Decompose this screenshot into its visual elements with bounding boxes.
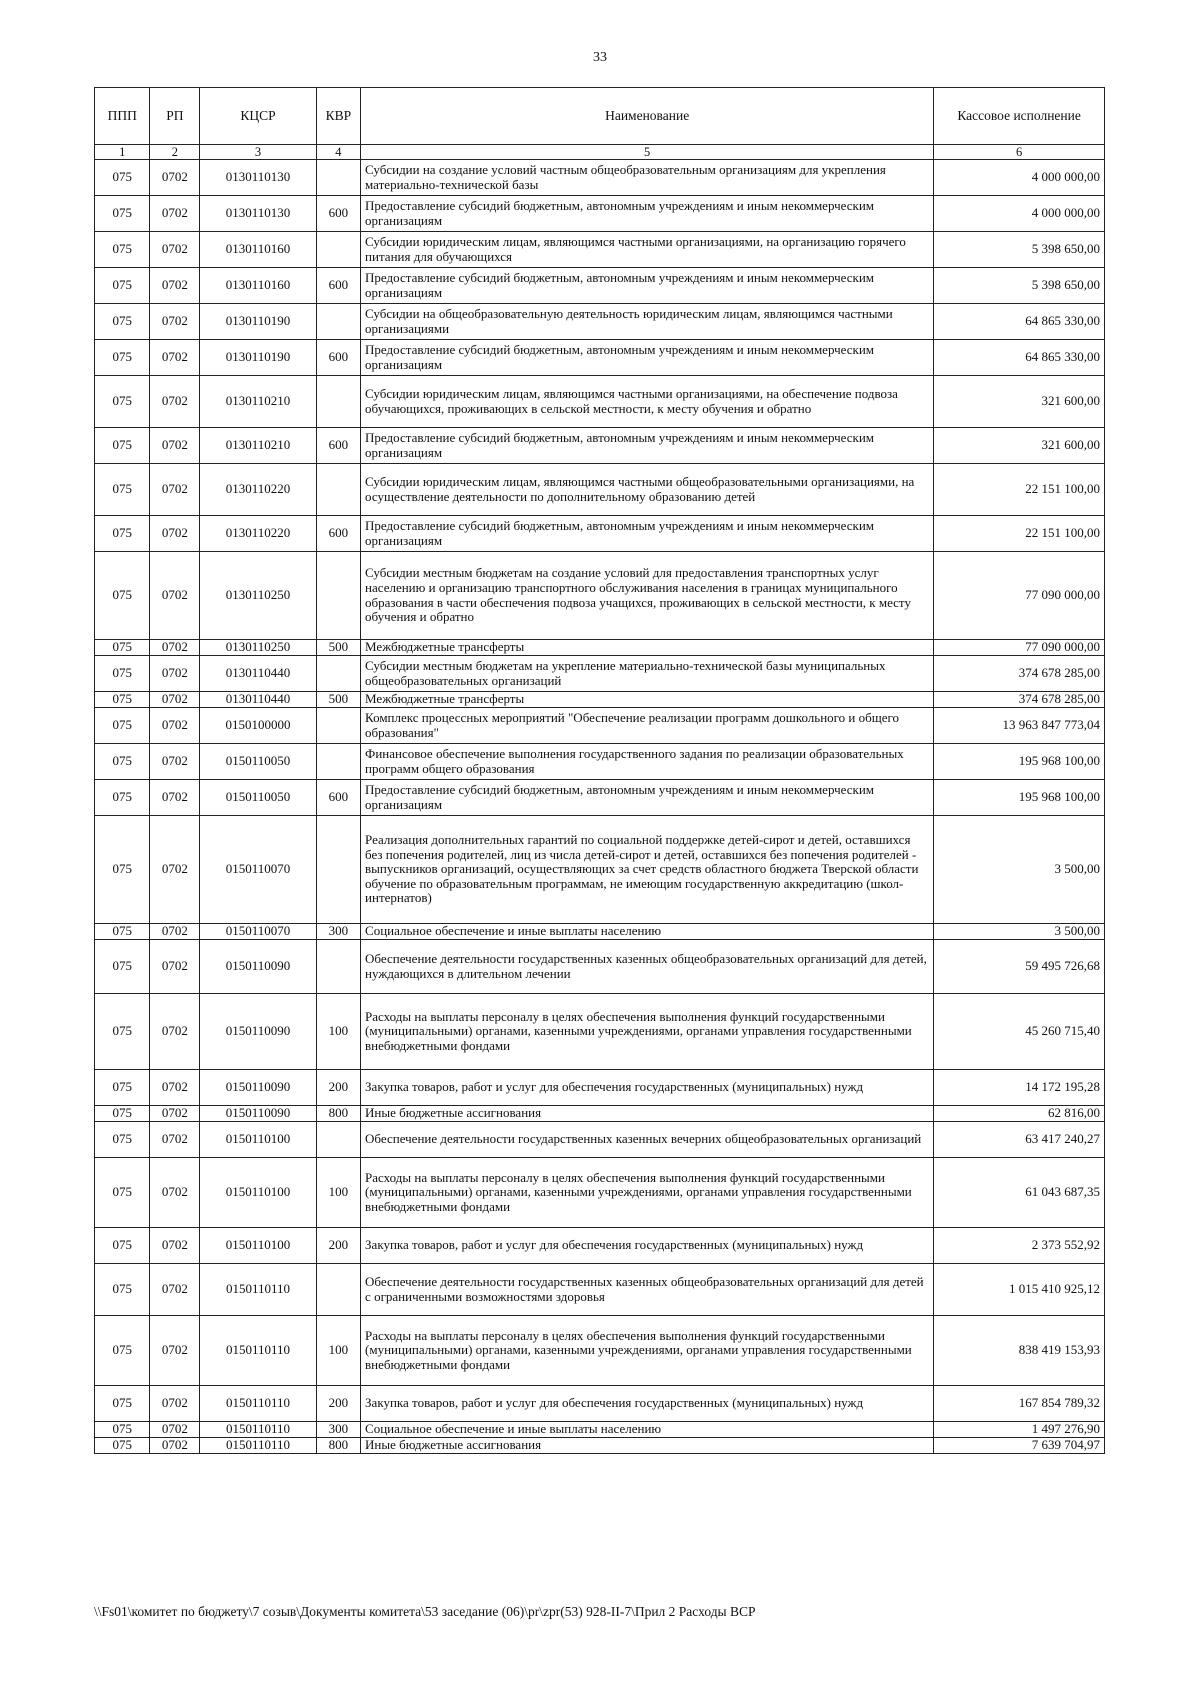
- cell-kcsr: 0150110070: [200, 924, 316, 940]
- cell-name: Предоставление субсидий бюджетным, автономным учреждениям и иным некоммерческим организациям: [361, 780, 934, 816]
- cell-rp: 0702: [150, 516, 200, 552]
- cell-kvr: [316, 1122, 360, 1158]
- cell-rp: 0702: [150, 1106, 200, 1122]
- cell-kcsr: 0130110160: [200, 232, 316, 268]
- cell-kvr: 100: [316, 1316, 360, 1386]
- cell-ppp: 075: [95, 708, 150, 744]
- cell-ppp: 075: [95, 1422, 150, 1438]
- cell-name: Закупка товаров, работ и услуг для обеспечения государственных (муниципальных) нужд: [361, 1386, 934, 1422]
- cell-kcsr: 0150110050: [200, 780, 316, 816]
- cell-rp: 0702: [150, 1422, 200, 1438]
- cell-kcsr: 0150110090: [200, 1070, 316, 1106]
- cell-amount: 195 968 100,00: [934, 744, 1105, 780]
- cell-rp: 0702: [150, 160, 200, 196]
- cell-ppp: 075: [95, 640, 150, 656]
- table-row: [95, 516, 1105, 552]
- table-row: [95, 940, 1105, 994]
- cell-amount: 321 600,00: [934, 376, 1105, 428]
- cell-kvr: 200: [316, 1228, 360, 1264]
- cell-kvr: [316, 304, 360, 340]
- budget-table: [94, 87, 1105, 1454]
- cell-rp: 0702: [150, 268, 200, 304]
- cell-kcsr: 0150110110: [200, 1264, 316, 1316]
- cell-name: Субсидии местным бюджетам на укрепление материально-технической базы муниципальных общеобразовательных организаций: [361, 656, 934, 692]
- table-row: [95, 1228, 1105, 1264]
- cell-kcsr: 0130110130: [200, 196, 316, 232]
- cell-name: Субсидии юридическим лицам, являющимся частными общеобразовательными организациями, на осуществление деятельности по дополнительному образованию детей: [361, 464, 934, 516]
- cell-kvr: 500: [316, 692, 360, 708]
- cell-ppp: 075: [95, 304, 150, 340]
- cell-rp: 0702: [150, 196, 200, 232]
- table-row: [95, 780, 1105, 816]
- cell-kvr: [316, 744, 360, 780]
- cell-ppp: 075: [95, 1122, 150, 1158]
- cell-rp: 0702: [150, 552, 200, 640]
- column-number: 4: [316, 145, 360, 160]
- cell-rp: 0702: [150, 744, 200, 780]
- cell-kcsr: 0130110160: [200, 268, 316, 304]
- cell-amount: 1 015 410 925,12: [934, 1264, 1105, 1316]
- cell-kcsr: 0130110220: [200, 464, 316, 516]
- table-row: [95, 744, 1105, 780]
- cell-amount: 64 865 330,00: [934, 340, 1105, 376]
- cell-amount: 77 090 000,00: [934, 640, 1105, 656]
- cell-kcsr: 0150110100: [200, 1158, 316, 1228]
- header-rp: РП: [150, 88, 200, 145]
- table-row: [95, 376, 1105, 428]
- cell-kvr: 300: [316, 1422, 360, 1438]
- cell-amount: 63 417 240,27: [934, 1122, 1105, 1158]
- cell-name: Субсидии юридическим лицам, являющимся частными организациями, на организацию горячего питания для обучающихся: [361, 232, 934, 268]
- cell-ppp: 075: [95, 744, 150, 780]
- cell-ppp: 075: [95, 160, 150, 196]
- header-row: [95, 88, 1105, 145]
- cell-ppp: 075: [95, 1070, 150, 1106]
- cell-kcsr: 0130110190: [200, 304, 316, 340]
- cell-kcsr: 0150110050: [200, 744, 316, 780]
- cell-name: Субсидии местным бюджетам на создание условий для предоставления транспортных услуг населению и организацию транспортного обслуживания населения в границах муниципального образования в части обеспечения подвоза учащихся, проживающих в сельской местности, к месту обучения и обратно: [361, 552, 934, 640]
- table-row: [95, 692, 1105, 708]
- cell-rp: 0702: [150, 708, 200, 744]
- table-row: [95, 464, 1105, 516]
- cell-kvr: 200: [316, 1070, 360, 1106]
- cell-ppp: 075: [95, 1228, 150, 1264]
- cell-name: Финансовое обеспечение выполнения государственного задания по реализации образовательных программ общего образования: [361, 744, 934, 780]
- cell-name: Расходы на выплаты персоналу в целях обеспечения выполнения функций государственными (муниципальными) органами, казенными учреждениями, органами управления государственными внебюджетными фондами: [361, 994, 934, 1070]
- cell-amount: 61 043 687,35: [934, 1158, 1105, 1228]
- cell-kvr: [316, 940, 360, 994]
- table-row: [95, 552, 1105, 640]
- table-row: [95, 1122, 1105, 1158]
- cell-amount: 374 678 285,00: [934, 692, 1105, 708]
- page-number: 33: [593, 50, 607, 65]
- cell-rp: 0702: [150, 1316, 200, 1386]
- header-ppp: ППП: [95, 88, 150, 145]
- table-row: [95, 1264, 1105, 1316]
- cell-kvr: 800: [316, 1438, 360, 1454]
- cell-ppp: 075: [95, 464, 150, 516]
- cell-kvr: 600: [316, 428, 360, 464]
- header-kvr: КВР: [316, 88, 360, 145]
- cell-rp: 0702: [150, 816, 200, 924]
- cell-name: Социальное обеспечение и иные выплаты населению: [361, 924, 934, 940]
- table-row: [95, 304, 1105, 340]
- cell-rp: 0702: [150, 1264, 200, 1316]
- column-number: 1: [95, 145, 150, 160]
- cell-amount: 22 151 100,00: [934, 464, 1105, 516]
- header-kcsr: КЦСР: [200, 88, 316, 145]
- cell-name: Комплекс процессных мероприятий "Обеспечение реализации программ дошкольного и общего образования": [361, 708, 934, 744]
- cell-amount: 2 373 552,92: [934, 1228, 1105, 1264]
- cell-amount: 195 968 100,00: [934, 780, 1105, 816]
- table-row: [95, 1386, 1105, 1422]
- cell-ppp: 075: [95, 268, 150, 304]
- cell-kcsr: 0150110090: [200, 940, 316, 994]
- cell-amount: 5 398 650,00: [934, 232, 1105, 268]
- cell-ppp: 075: [95, 552, 150, 640]
- cell-name: Предоставление субсидий бюджетным, автономным учреждениям и иным некоммерческим организациям: [361, 428, 934, 464]
- table-row: [95, 1158, 1105, 1228]
- cell-kcsr: 0130110250: [200, 640, 316, 656]
- cell-name: Предоставление субсидий бюджетным, автономным учреждениям и иным некоммерческим организациям: [361, 268, 934, 304]
- cell-kcsr: 0130110210: [200, 428, 316, 464]
- cell-ppp: 075: [95, 994, 150, 1070]
- column-number: 2: [150, 145, 200, 160]
- cell-kvr: [316, 656, 360, 692]
- cell-ppp: 075: [95, 940, 150, 994]
- cell-kvr: [316, 160, 360, 196]
- cell-kvr: 300: [316, 924, 360, 940]
- cell-amount: 1 497 276,90: [934, 1422, 1105, 1438]
- cell-rp: 0702: [150, 640, 200, 656]
- cell-rp: 0702: [150, 232, 200, 268]
- table-row: [95, 340, 1105, 376]
- table-row: [95, 1316, 1105, 1386]
- cell-name: Закупка товаров, работ и услуг для обеспечения государственных (муниципальных) нужд: [361, 1228, 934, 1264]
- cell-kcsr: 0150110090: [200, 1106, 316, 1122]
- cell-kcsr: 0130110440: [200, 656, 316, 692]
- cell-kvr: [316, 816, 360, 924]
- cell-rp: 0702: [150, 994, 200, 1070]
- cell-ppp: 075: [95, 1264, 150, 1316]
- cell-amount: 7 639 704,97: [934, 1438, 1105, 1454]
- cell-rp: 0702: [150, 692, 200, 708]
- cell-rp: 0702: [150, 464, 200, 516]
- table-row: [95, 816, 1105, 924]
- table-body: [95, 160, 1105, 1454]
- cell-kcsr: 0130110130: [200, 160, 316, 196]
- cell-kvr: 800: [316, 1106, 360, 1122]
- table-row: [95, 160, 1105, 196]
- cell-ppp: 075: [95, 1316, 150, 1386]
- cell-rp: 0702: [150, 428, 200, 464]
- cell-amount: 374 678 285,00: [934, 656, 1105, 692]
- table-row: [95, 1422, 1105, 1438]
- cell-rp: 0702: [150, 1158, 200, 1228]
- cell-ppp: 075: [95, 1438, 150, 1454]
- cell-amount: 838 419 153,93: [934, 1316, 1105, 1386]
- cell-amount: 77 090 000,00: [934, 552, 1105, 640]
- cell-kvr: 600: [316, 516, 360, 552]
- cell-name: Обеспечение деятельности государственных казенных общеобразовательных организаций для детей с ограниченными возможностями здоровья: [361, 1264, 934, 1316]
- table-row: [95, 924, 1105, 940]
- cell-amount: 321 600,00: [934, 428, 1105, 464]
- cell-amount: 4 000 000,00: [934, 196, 1105, 232]
- cell-name: Иные бюджетные ассигнования: [361, 1106, 934, 1122]
- cell-amount: 5 398 650,00: [934, 268, 1105, 304]
- table-row: [95, 196, 1105, 232]
- cell-kvr: 600: [316, 780, 360, 816]
- cell-kvr: 100: [316, 994, 360, 1070]
- cell-kvr: [316, 232, 360, 268]
- cell-rp: 0702: [150, 1228, 200, 1264]
- cell-name: Обеспечение деятельности государственных казенных общеобразовательных организаций для детей, нуждающихся в длительном лечении: [361, 940, 934, 994]
- cell-rp: 0702: [150, 1438, 200, 1454]
- footer-file-path: \\Fs01\комитет по бюджету\7 созыв\Документы комитета\53 заседание (06)\pr\zpr(53) 928-II-7\Прил 2 Расходы ВСР: [94, 1604, 756, 1619]
- cell-kcsr: 0150110090: [200, 994, 316, 1070]
- table-row: [95, 232, 1105, 268]
- cell-rp: 0702: [150, 940, 200, 994]
- cell-ppp: 075: [95, 376, 150, 428]
- cell-ppp: 075: [95, 692, 150, 708]
- cell-ppp: 075: [95, 816, 150, 924]
- cell-name: Субсидии юридическим лицам, являющимся частными организациями, на обеспечение подвоза обучающихся, проживающих в сельской местности, к месту обучения и обратно: [361, 376, 934, 428]
- cell-kcsr: 0130110210: [200, 376, 316, 428]
- cell-ppp: 075: [95, 780, 150, 816]
- cell-amount: 3 500,00: [934, 816, 1105, 924]
- cell-name: Расходы на выплаты персоналу в целях обеспечения выполнения функций государственными (муниципальными) органами, казенными учреждениями, органами управления государственными внебюджетными фондами: [361, 1158, 934, 1228]
- cell-name: Реализация дополнительных гарантий по социальной поддержке детей-сирот и детей, оставшихся без попечения родителей, лиц из числа детей-сирот и детей, оставшихся без попечения родителей - выпускников организаций, осуществляющих за счет средств областного бюджета Тверской области обучение по образовательным программам, не имеющим государственную аккредитацию (школ-интернатов): [361, 816, 934, 924]
- cell-name: Субсидии на общеобразовательную деятельность юридическим лицам, являющимся частными организациями: [361, 304, 934, 340]
- cell-kvr: [316, 552, 360, 640]
- cell-kvr: [316, 708, 360, 744]
- cell-rp: 0702: [150, 376, 200, 428]
- cell-ppp: 075: [95, 340, 150, 376]
- table-row: [95, 428, 1105, 464]
- table-row: [95, 656, 1105, 692]
- cell-amount: 22 151 100,00: [934, 516, 1105, 552]
- table-row: [95, 1106, 1105, 1122]
- cell-amount: 13 963 847 773,04: [934, 708, 1105, 744]
- cell-kcsr: 0150110070: [200, 816, 316, 924]
- header-amount: Кассовое исполнение: [934, 88, 1105, 145]
- cell-kcsr: 0130110190: [200, 340, 316, 376]
- cell-name: Закупка товаров, работ и услуг для обеспечения государственных (муниципальных) нужд: [361, 1070, 934, 1106]
- cell-rp: 0702: [150, 304, 200, 340]
- cell-name: Межбюджетные трансферты: [361, 692, 934, 708]
- cell-rp: 0702: [150, 1122, 200, 1158]
- cell-kcsr: 0150100000: [200, 708, 316, 744]
- cell-kcsr: 0150110110: [200, 1422, 316, 1438]
- cell-kcsr: 0150110100: [200, 1122, 316, 1158]
- cell-amount: 4 000 000,00: [934, 160, 1105, 196]
- cell-kcsr: 0150110110: [200, 1316, 316, 1386]
- cell-amount: 45 260 715,40: [934, 994, 1105, 1070]
- cell-name: Межбюджетные трансферты: [361, 640, 934, 656]
- cell-name: Предоставление субсидий бюджетным, автономным учреждениям и иным некоммерческим организациям: [361, 340, 934, 376]
- cell-ppp: 075: [95, 1386, 150, 1422]
- cell-name: Расходы на выплаты персоналу в целях обеспечения выполнения функций государственными (муниципальными) органами, казенными учреждениями, органами управления государственными внебюджетными фондами: [361, 1316, 934, 1386]
- cell-kvr: 200: [316, 1386, 360, 1422]
- cell-ppp: 075: [95, 428, 150, 464]
- cell-rp: 0702: [150, 924, 200, 940]
- cell-amount: 14 172 195,28: [934, 1070, 1105, 1106]
- cell-kcsr: 0150110100: [200, 1228, 316, 1264]
- cell-kvr: 600: [316, 196, 360, 232]
- cell-kvr: 100: [316, 1158, 360, 1228]
- cell-name: Обеспечение деятельности государственных казенных вечерних общеобразовательных организаций: [361, 1122, 934, 1158]
- cell-kcsr: 0130110250: [200, 552, 316, 640]
- table-row: [95, 708, 1105, 744]
- cell-kvr: 600: [316, 340, 360, 376]
- cell-kcsr: 0150110110: [200, 1438, 316, 1454]
- cell-ppp: 075: [95, 196, 150, 232]
- cell-kvr: [316, 464, 360, 516]
- cell-ppp: 075: [95, 1106, 150, 1122]
- cell-amount: 167 854 789,32: [934, 1386, 1105, 1422]
- cell-rp: 0702: [150, 1070, 200, 1106]
- cell-amount: 62 816,00: [934, 1106, 1105, 1122]
- cell-kvr: [316, 1264, 360, 1316]
- cell-kcsr: 0150110110: [200, 1386, 316, 1422]
- cell-name: Иные бюджетные ассигнования: [361, 1438, 934, 1454]
- cell-kcsr: 0130110440: [200, 692, 316, 708]
- cell-ppp: 075: [95, 1158, 150, 1228]
- cell-kvr: 600: [316, 268, 360, 304]
- cell-rp: 0702: [150, 1386, 200, 1422]
- cell-ppp: 075: [95, 656, 150, 692]
- cell-rp: 0702: [150, 780, 200, 816]
- table-row: [95, 268, 1105, 304]
- table-row: [95, 1438, 1105, 1454]
- column-number: 5: [361, 145, 934, 160]
- cell-kcsr: 0130110220: [200, 516, 316, 552]
- table-row: [95, 1070, 1105, 1106]
- cell-name: Предоставление субсидий бюджетным, автономным учреждениям и иным некоммерческим организациям: [361, 516, 934, 552]
- cell-ppp: 075: [95, 516, 150, 552]
- cell-ppp: 075: [95, 232, 150, 268]
- table-row: [95, 994, 1105, 1070]
- column-number: 3: [200, 145, 316, 160]
- column-number-row: [95, 145, 1105, 160]
- cell-name: Предоставление субсидий бюджетным, автономным учреждениям и иным некоммерческим организациям: [361, 196, 934, 232]
- header-name: Наименование: [361, 88, 934, 145]
- table-row: [95, 640, 1105, 656]
- cell-kvr: 500: [316, 640, 360, 656]
- cell-rp: 0702: [150, 340, 200, 376]
- column-number: 6: [934, 145, 1105, 160]
- cell-ppp: 075: [95, 924, 150, 940]
- cell-name: Субсидии на создание условий частным общеобразовательным организациям для укрепления материально-технической базы: [361, 160, 934, 196]
- cell-amount: 59 495 726,68: [934, 940, 1105, 994]
- cell-name: Социальное обеспечение и иные выплаты населению: [361, 1422, 934, 1438]
- cell-amount: 3 500,00: [934, 924, 1105, 940]
- cell-amount: 64 865 330,00: [934, 304, 1105, 340]
- cell-kvr: [316, 376, 360, 428]
- cell-rp: 0702: [150, 656, 200, 692]
